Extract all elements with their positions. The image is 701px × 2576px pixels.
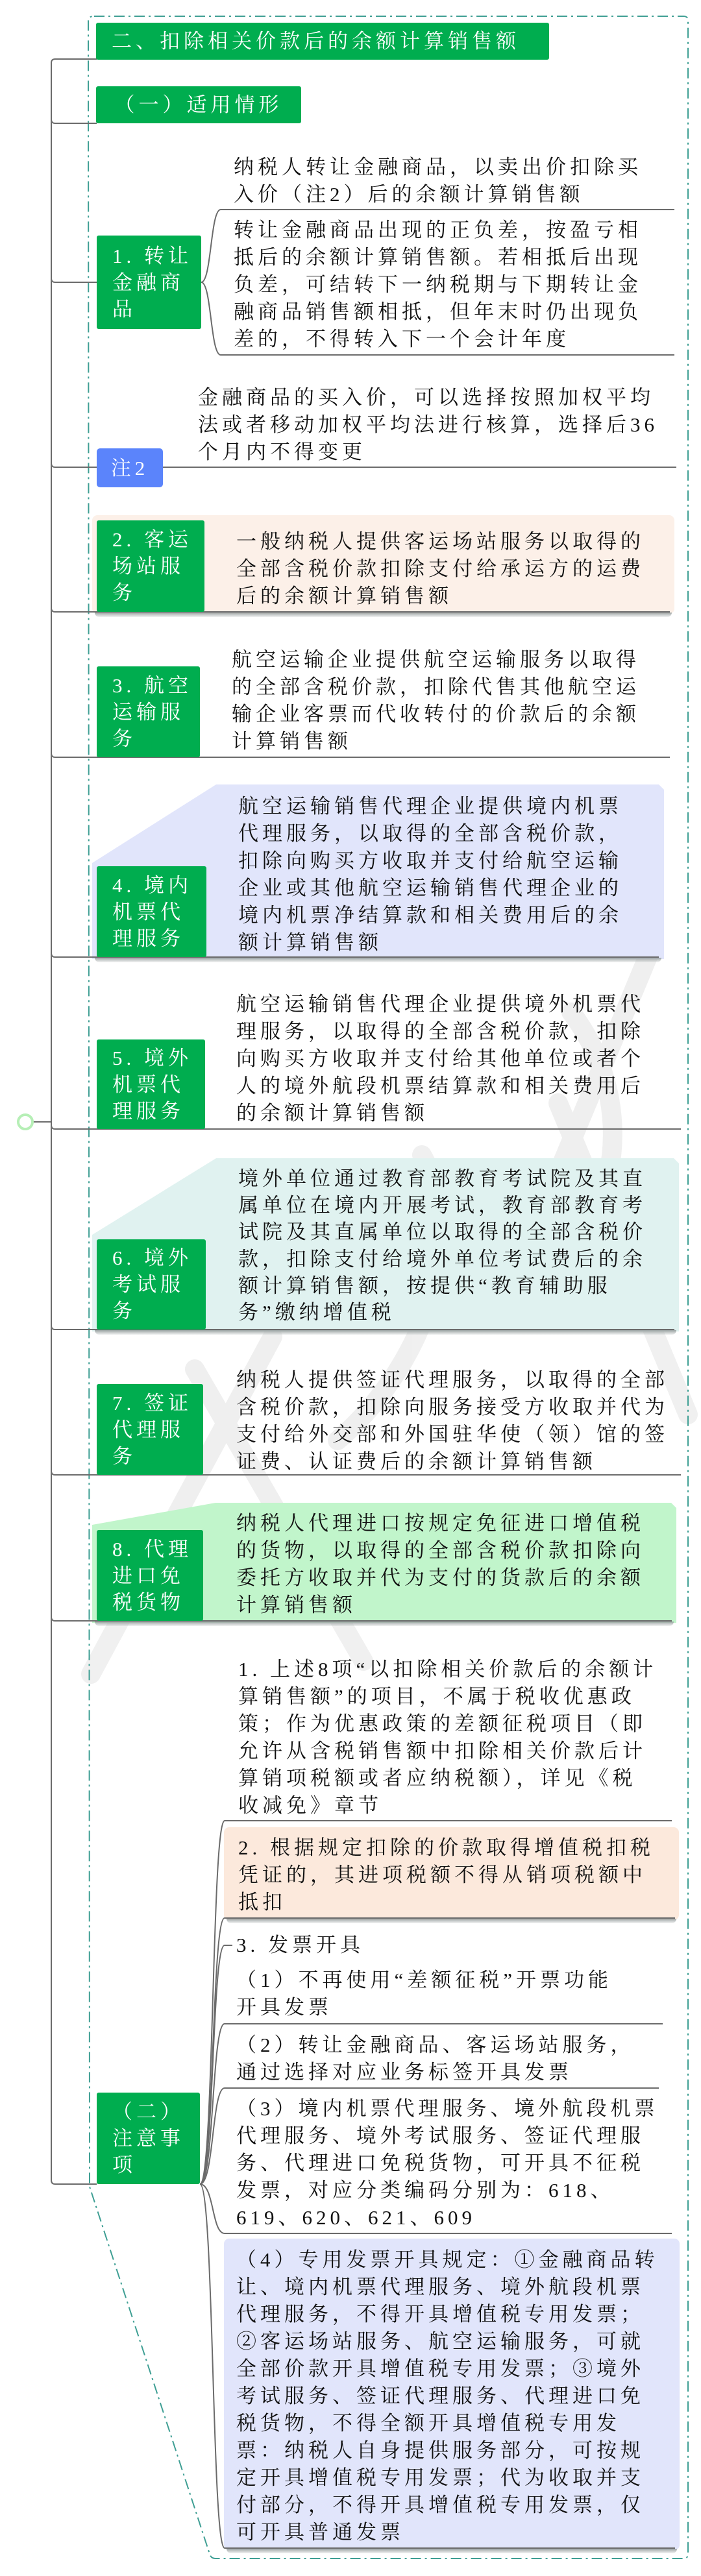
- note-2-text: [198, 384, 658, 466]
- text-line: 理服务: [112, 927, 184, 950]
- text-line: 试院及其直属单位以取得的全部含税价: [238, 1221, 646, 1244]
- text-line: 全部价款开具增值税专用发票；③境外: [236, 2357, 645, 2380]
- text-line: 境外单位通过教育部教育考试院及其直: [238, 1167, 646, 1190]
- text-line: 款，扣除支付给境外单位考试费后的余: [238, 1247, 646, 1270]
- text-line: （4）专用发票开具规定：①金融商品转: [236, 2248, 659, 2271]
- text-line: ②客运场站服务、航空运输服务，可就: [236, 2330, 645, 2353]
- text-line: 税货物: [112, 1590, 184, 1614]
- text-line: 机票代: [112, 900, 184, 923]
- text-line: 7. 签证: [112, 1391, 192, 1415]
- text-line: 入价（注2）后的余额计算销售额: [234, 183, 584, 206]
- text-line: 可开具普通发票: [236, 2521, 404, 2544]
- item-6-topic[interactable]: [97, 1239, 206, 1330]
- note-item-3-1-text: [236, 1967, 612, 2021]
- text-line: 务: [112, 1444, 136, 1468]
- text-line: 纳税人转让金融商品，以卖出价扣除买: [234, 156, 642, 178]
- text-line: 发票，对应分类编码分别为：618、: [236, 2179, 615, 2202]
- note-item-2-text: [238, 1834, 654, 1916]
- text-line: 6. 境外: [112, 1246, 192, 1269]
- text-line: 融商品销售额相抵，但年末时仍出现负: [234, 300, 642, 323]
- text-line: 场站服: [112, 555, 184, 577]
- text-line: 进口免: [112, 1564, 184, 1587]
- item-5-topic[interactable]: [97, 1039, 205, 1129]
- text-line: 凭证的，其进项税额不得从销项税额中: [238, 1864, 646, 1886]
- text-line: 允许从含税销售额中扣除相关价款后计: [238, 1740, 646, 1762]
- section-2-topic[interactable]: [97, 2093, 200, 2184]
- text-line: 证费、认证费后的余额计算销售额: [236, 1450, 596, 1473]
- text-line: 航空运输销售代理企业提供境外机票代: [236, 993, 645, 1015]
- item-1-text-b: [234, 217, 642, 353]
- text-line: 代理服: [112, 1418, 184, 1441]
- text-line: 5. 境外: [112, 1046, 192, 1069]
- item-4-text: [238, 793, 622, 956]
- note-item-3-4-text: [236, 2246, 659, 2546]
- text-line: 税货物，不得全额开具增值税专用发: [236, 2412, 621, 2435]
- text-line: 航空运输销售代理企业提供境内机票: [238, 795, 622, 818]
- text-line: 619、620、621、609: [236, 2206, 476, 2229]
- text-line: 运输服: [112, 700, 184, 723]
- text-line: 务: [112, 727, 136, 750]
- text-line: 算销项税额或者应纳税额），详见《税: [238, 1767, 637, 1790]
- item-2-text: [236, 528, 645, 610]
- text-line: 委托方收取并代为支付的货款后的余额: [236, 1566, 645, 1589]
- text-line: 策；作为优惠政策的差额征税项目（即: [238, 1712, 646, 1735]
- item-5-text: [236, 991, 645, 1127]
- text-line: 含税价款，扣除向服务接受方收取并代为: [236, 1396, 669, 1418]
- text-line: 人的境外航段机票结算款和相关费用后: [236, 1075, 645, 1097]
- text-line: 向购买方收取并支付给其他单位或者个: [236, 1047, 645, 1070]
- item-3-topic[interactable]: [97, 666, 200, 757]
- text-line: 付部分，不得开具增值税专用发票，仅: [236, 2494, 645, 2516]
- text-line: 2. 根据规定扣除的价款取得增值税扣税: [238, 1836, 654, 1859]
- text-line: 额计算销售额: [238, 931, 382, 954]
- text-line: 境内机票净结算款和相关费用后的余: [238, 904, 622, 927]
- note-item-3-2-text: [236, 2032, 635, 2086]
- text-line: 通过选择对应业务标签开具发票: [236, 2061, 572, 2084]
- text-line: 8. 代理: [112, 1537, 192, 1561]
- text-line: 属单位在境内开展考试，教育部教育考: [238, 1194, 646, 1217]
- text-line: 纳税人代理进口按规定免征进口增值税: [236, 1512, 645, 1535]
- branch-item-1: [51, 278, 97, 282]
- text-line: 代理服务，以取得的全部含税价款，: [238, 822, 622, 845]
- text-line: 一般纳税人提供客运场站服务以取得的: [236, 530, 645, 553]
- text-line: 让、境内机票代理服务、境外航段机票: [236, 2276, 645, 2298]
- text-line: 的全部含税价款，扣除代售其他航空运: [232, 675, 640, 698]
- text-line: 支付给外交部和外国驻华使（领）馆的签: [236, 1423, 669, 1446]
- text-line: （3）境内机票代理服务、境外航段机票: [236, 2097, 659, 2120]
- branch-section-1: [51, 119, 97, 123]
- text-line: 抵扣: [238, 1891, 286, 1914]
- text-line: 1. 上述8项“以扣除相关价款后的余额计: [238, 1658, 658, 1681]
- text-line: 务”缴纳增值税: [238, 1301, 395, 1324]
- text-line: 收减免》章节: [238, 1794, 382, 1817]
- text-line: 务、代理进口免税货物，可开具不征税: [236, 2152, 645, 2174]
- text-line: 的货物，以取得的全部含税价款扣除向: [236, 1539, 645, 1562]
- branch-title: [51, 59, 97, 63]
- item-2-topic[interactable]: [97, 520, 204, 612]
- item-1-topic[interactable]: [97, 236, 201, 329]
- text-line: （二）: [112, 2100, 184, 2123]
- text-line: 算销售额”的项目，不属于税收优惠政: [238, 1685, 635, 1708]
- item-3-text: [232, 646, 640, 755]
- text-line: 的余额计算销售额: [236, 1102, 428, 1124]
- text-line: 考试服: [112, 1273, 184, 1296]
- text-line: 4. 境内: [112, 873, 192, 897]
- note-2-label: 注2: [110, 456, 149, 480]
- text-line: （2）转让金融商品、客运场站服务，: [236, 2034, 635, 2056]
- text-line: 务: [112, 1300, 136, 1322]
- text-line: 企业或其他航空运输销售代理企业的: [238, 877, 622, 899]
- title-text: 二、扣除相关价款后的余额计算销售额: [112, 30, 520, 53]
- item-8-text: [236, 1510, 645, 1619]
- text-line: 理服务，以取得的全部含税价款，扣除: [236, 1020, 645, 1043]
- text-line: 额计算销售额，按提供“教育辅助服: [238, 1274, 611, 1297]
- text-line: 3. 航空: [112, 674, 192, 697]
- text-line: 2. 客运: [112, 528, 192, 551]
- root-node-icon: [18, 1115, 32, 1129]
- item-1-text-a: [234, 154, 642, 208]
- text-line: 定开具增值税专用发票；代为收取并支: [236, 2466, 645, 2489]
- text-line: 代理服务，不得开具增值税专用发票；: [236, 2303, 645, 2326]
- text-line: 负差，可结转下一纳税期与下期转让金: [234, 273, 642, 296]
- text-line: 项: [112, 2154, 136, 2176]
- text-line: 金融商品的买入价，可以选择按照加权平均: [198, 386, 654, 409]
- text-line: 开具发票: [236, 1996, 332, 2019]
- text-line: （1）不再使用“差额征税”开票功能: [236, 1969, 613, 1991]
- text-line: 金融商: [112, 271, 184, 294]
- text-line: 3. 发票开具: [236, 1934, 364, 1956]
- item-7-topic[interactable]: [97, 1384, 203, 1475]
- text-line: 品: [112, 297, 136, 321]
- text-line: 航空运输企业提供航空运输服务以取得: [232, 648, 640, 671]
- text-line: 全部含税价款扣除支付给承运方的运费: [236, 557, 645, 580]
- item-6-text: [238, 1165, 646, 1326]
- text-line: 抵后的余额计算销售额。若相抵后出现: [234, 246, 642, 269]
- text-line: 法或者移动加权平均法进行核算，选择后36: [198, 413, 658, 436]
- text-line: 个月内不得变更: [198, 441, 366, 463]
- note-item-1-text: [238, 1656, 657, 1819]
- note-item-3-3-text: [236, 2095, 659, 2231]
- text-line: 代理服务、境外考试服务、签证代理服: [236, 2124, 645, 2147]
- text-line: 计算销售额: [236, 1594, 356, 1616]
- note-2-topic[interactable]: [97, 448, 163, 487]
- text-line: 注意事: [112, 2127, 184, 2150]
- item-7-text: [236, 1367, 669, 1476]
- text-line: 扣除向购买方收取并支付给航空运输: [238, 849, 622, 872]
- item-4-topic[interactable]: [97, 866, 206, 957]
- text-line: 后的余额计算销售额: [236, 585, 452, 607]
- text-line: 差的，不得转入下一个会计年度: [234, 328, 570, 350]
- text-line: 纳税人提供签证代理服务，以取得的全部: [236, 1368, 669, 1391]
- section-1-topic[interactable]: [96, 86, 301, 123]
- text-line: 1. 转让: [112, 244, 192, 267]
- note-item-3-heading: [236, 1932, 364, 1959]
- text-line: 转让金融商品出现的正负差，按盈亏相: [234, 219, 642, 241]
- text-line: 机票代: [112, 1073, 184, 1096]
- title-topic[interactable]: [96, 23, 549, 60]
- text-line: 理服务: [112, 1099, 184, 1123]
- text-line: 票：纳税人自身提供服务部分，可按规: [236, 2439, 645, 2462]
- text-line: 计算销售额: [232, 730, 352, 753]
- section-1-label: （一）适用情形: [114, 93, 283, 116]
- item-8-topic[interactable]: [97, 1530, 203, 1621]
- text-line: 考试服务、签证代理服务、代理进口免: [236, 2385, 645, 2407]
- text-line: 输企业客票而代收转付的价款后的余额: [232, 703, 640, 725]
- text-line: 务: [112, 581, 136, 604]
